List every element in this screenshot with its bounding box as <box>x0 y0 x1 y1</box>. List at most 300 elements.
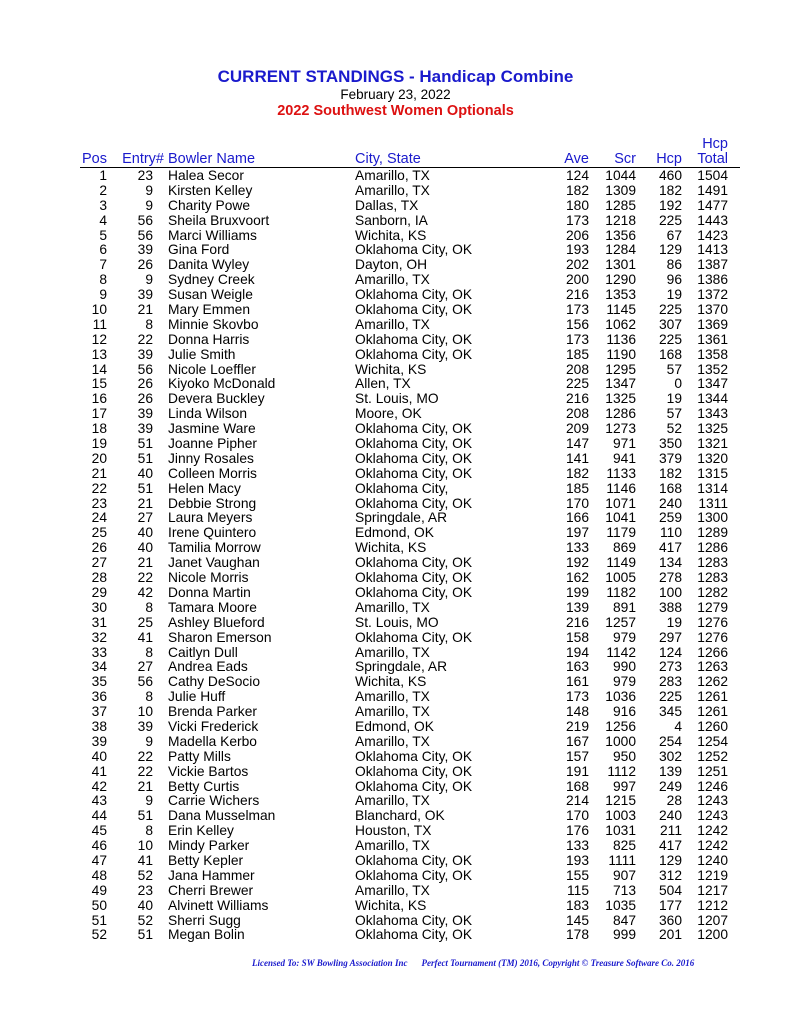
scratch-cell: 1000 <box>605 733 636 749</box>
table-row <box>0 735 791 750</box>
average-cell: 156 <box>565 316 589 332</box>
scratch-cell: 825 <box>612 838 636 854</box>
city-state-cell: Houston, TX <box>355 823 432 839</box>
table-row <box>0 884 791 899</box>
table-row <box>0 318 791 333</box>
table-row <box>0 437 791 452</box>
handicap-total-cell: 1242 <box>697 823 728 839</box>
bowler-name-cell: Sherri Sugg <box>168 912 241 928</box>
table-row <box>0 407 791 422</box>
entry-cell: 23 <box>137 882 153 898</box>
handicap-total-cell: 1217 <box>697 882 728 898</box>
handicap-total-cell: 1344 <box>697 391 728 407</box>
city-state-cell: St. Louis, MO <box>355 614 439 630</box>
bowler-name-cell: Sheila Bruxvoort <box>168 212 270 228</box>
pos-cell: 45 <box>91 823 107 839</box>
entry-cell: 52 <box>137 912 153 928</box>
handicap-cell: 177 <box>658 897 682 913</box>
bowler-name-cell: Helen Macy <box>168 480 241 496</box>
table-row <box>0 273 791 288</box>
handicap-cell: 278 <box>658 570 682 586</box>
average-cell: 208 <box>565 406 589 422</box>
average-cell: 141 <box>565 450 589 466</box>
city-state-cell: Amarillo, TX <box>355 599 430 615</box>
entry-cell: 41 <box>137 629 153 645</box>
entry-cell: 56 <box>137 361 153 377</box>
pos-cell: 23 <box>91 495 107 511</box>
entry-cell: 8 <box>145 316 153 332</box>
city-state-cell: Oklahoma City, OK <box>355 331 473 347</box>
pos-cell: 50 <box>91 897 107 913</box>
city-state-cell: Oklahoma City, OK <box>355 287 473 303</box>
scratch-cell: 1182 <box>606 584 636 600</box>
city-state-cell: Oklahoma City, OK <box>355 555 473 571</box>
handicap-total-cell: 1263 <box>697 659 728 675</box>
pos-cell: 34 <box>91 659 107 675</box>
city-state-cell: Springdale, AR <box>355 510 448 526</box>
table-row <box>0 616 791 631</box>
entry-cell: 51 <box>137 927 153 943</box>
handicap-cell: 225 <box>658 302 682 318</box>
entry-cell: 39 <box>137 287 153 303</box>
table-row <box>0 586 791 601</box>
table-row <box>0 765 791 780</box>
average-cell: 168 <box>565 778 589 794</box>
handicap-cell: 302 <box>658 748 682 764</box>
scratch-cell: 1003 <box>605 808 636 824</box>
handicap-total-cell: 1283 <box>697 570 728 586</box>
pos-cell: 7 <box>99 257 107 273</box>
bowler-name-cell: Donna Harris <box>168 331 250 347</box>
handicap-total-cell: 1283 <box>697 555 728 571</box>
entry-cell: 10 <box>137 704 153 720</box>
pos-cell: 26 <box>91 540 107 556</box>
handicap-cell: 297 <box>658 629 682 645</box>
pos-cell: 38 <box>91 718 107 734</box>
handicap-cell: 0 <box>674 376 682 392</box>
scratch-cell: 979 <box>612 674 636 690</box>
bowler-name-cell: Vicki Frederick <box>168 718 259 734</box>
entry-cell: 56 <box>137 674 153 690</box>
pos-cell: 21 <box>91 465 107 481</box>
handicap-cell: 57 <box>666 361 682 377</box>
average-cell: 209 <box>565 421 589 437</box>
scratch-cell: 1005 <box>605 570 636 586</box>
handicap-total-cell: 1347 <box>697 376 728 392</box>
handicap-total-cell: 1315 <box>697 465 728 481</box>
city-state-cell: Edmond, OK <box>355 718 434 734</box>
handicap-total-cell: 1370 <box>697 302 728 318</box>
table-row <box>0 288 791 303</box>
city-state-cell: Oklahoma City, OK <box>355 302 473 318</box>
bowler-name-cell: Nicole Morris <box>168 570 249 586</box>
table-row <box>0 214 791 229</box>
handicap-cell: 139 <box>658 763 682 779</box>
average-cell: 178 <box>565 927 589 943</box>
table-row <box>0 541 791 556</box>
city-state-cell: Oklahoma City, OK <box>355 629 473 645</box>
average-cell: 133 <box>565 838 589 854</box>
table-row <box>0 794 791 809</box>
average-cell: 173 <box>565 302 589 318</box>
handicap-total-cell: 1300 <box>697 510 728 526</box>
handicap-cell: 211 <box>660 823 682 839</box>
scratch-cell: 1036 <box>605 689 636 705</box>
handicap-total-cell: 1242 <box>697 838 728 854</box>
average-cell: 176 <box>565 823 589 839</box>
bowler-name-cell: Mindy Parker <box>168 838 250 854</box>
scratch-cell: 1145 <box>606 302 636 318</box>
handicap-total-cell: 1212 <box>697 897 728 913</box>
table-row <box>0 392 791 407</box>
entry-cell: 56 <box>137 227 153 243</box>
handicap-total-cell: 1282 <box>697 584 728 600</box>
average-cell: 173 <box>565 212 589 228</box>
scratch-cell: 1062 <box>605 316 636 332</box>
bowler-name-cell: Halea Secor <box>168 168 244 183</box>
scratch-cell: 891 <box>612 599 636 615</box>
city-state-cell: Oklahoma City, OK <box>355 346 473 362</box>
pos-cell: 16 <box>91 391 107 407</box>
column-header-total: Total <box>697 151 728 167</box>
table-row <box>0 720 791 735</box>
scratch-cell: 713 <box>612 882 636 898</box>
handicap-cell: 28 <box>666 793 682 809</box>
footer-license: Licensed To: SW Bowling Association Inc <box>252 958 408 968</box>
table-row <box>0 452 791 467</box>
handicap-total-cell: 1261 <box>697 689 728 705</box>
scratch-cell: 1031 <box>605 823 636 839</box>
pos-cell: 20 <box>91 450 107 466</box>
pos-cell: 2 <box>99 182 107 198</box>
average-cell: 216 <box>565 287 589 303</box>
handicap-cell: 388 <box>658 599 682 615</box>
pos-cell: 5 <box>99 227 107 243</box>
city-state-cell: Amarillo, TX <box>355 182 430 198</box>
city-state-cell: Oklahoma City, OK <box>355 584 473 600</box>
scratch-cell: 997 <box>612 778 636 794</box>
pos-cell: 51 <box>91 912 107 928</box>
city-state-cell: Dayton, OH <box>355 257 428 273</box>
bowler-name-cell: Susan Weigle <box>168 287 253 303</box>
bowler-name-cell: Betty Kepler <box>168 852 244 868</box>
average-cell: 170 <box>565 808 589 824</box>
city-state-cell: Amarillo, TX <box>355 704 430 720</box>
entry-cell: 21 <box>137 495 153 511</box>
bowler-name-cell: Charity Powe <box>168 197 251 213</box>
average-cell: 163 <box>565 659 589 675</box>
city-state-cell: Oklahoma City, OK <box>355 927 473 943</box>
entry-cell: 21 <box>137 778 153 794</box>
city-state-cell: Wichita, KS <box>355 897 427 913</box>
city-state-cell: Oklahoma City, OK <box>355 495 473 511</box>
bowler-name-cell: Vickie Bartos <box>168 763 249 779</box>
handicap-total-cell: 1276 <box>697 614 728 630</box>
table-row <box>0 601 791 616</box>
average-cell: 202 <box>565 257 589 273</box>
pos-cell: 3 <box>99 197 107 213</box>
city-state-cell: Wichita, KS <box>355 674 427 690</box>
entry-cell: 9 <box>145 733 153 749</box>
table-row <box>0 750 791 765</box>
table-row <box>0 854 791 869</box>
entry-cell: 9 <box>145 182 153 198</box>
handicap-total-cell: 1200 <box>697 927 728 943</box>
handicap-total-cell: 1254 <box>697 733 728 749</box>
handicap-total-cell: 1358 <box>697 346 728 362</box>
handicap-total-cell: 1325 <box>697 421 728 437</box>
table-row <box>0 348 791 363</box>
bowler-name-cell: Brenda Parker <box>168 704 257 720</box>
table-row <box>0 258 791 273</box>
table-row <box>0 482 791 497</box>
column-header-entry: Entry# <box>122 151 164 167</box>
city-state-cell: Amarillo, TX <box>355 838 430 854</box>
entry-cell: 27 <box>137 659 153 675</box>
entry-cell: 22 <box>137 748 153 764</box>
average-cell: 208 <box>565 361 589 377</box>
handicap-cell: 254 <box>658 733 682 749</box>
table-row <box>0 243 791 258</box>
average-cell: 182 <box>565 182 589 198</box>
city-state-cell: Wichita, KS <box>355 540 427 556</box>
handicap-cell: 168 <box>658 346 682 362</box>
scratch-cell: 1285 <box>605 197 636 213</box>
handicap-cell: 182 <box>658 182 682 198</box>
table-row <box>0 780 791 795</box>
scratch-cell: 1190 <box>606 346 636 362</box>
city-state-cell: Sanborn, IA <box>355 212 428 228</box>
scratch-cell: 1284 <box>605 242 636 258</box>
pos-cell: 11 <box>92 316 107 332</box>
city-state-cell: Oklahoma City, OK <box>355 867 473 883</box>
handicap-cell: 360 <box>658 912 682 928</box>
table-row <box>0 928 791 943</box>
scratch-cell: 907 <box>612 867 636 883</box>
scratch-cell: 1347 <box>605 376 636 392</box>
entry-cell: 23 <box>137 168 153 183</box>
entry-cell: 39 <box>137 346 153 362</box>
pos-cell: 46 <box>91 838 107 854</box>
pos-cell: 15 <box>91 376 107 392</box>
handicap-total-cell: 1252 <box>697 748 728 764</box>
entry-cell: 26 <box>137 391 153 407</box>
city-state-cell: Oklahoma City, OK <box>355 450 473 466</box>
entry-cell: 22 <box>137 331 153 347</box>
handicap-total-cell: 1243 <box>697 808 728 824</box>
average-cell: 183 <box>565 897 589 913</box>
average-cell: 133 <box>565 540 589 556</box>
scratch-cell: 1301 <box>605 257 636 273</box>
bowler-name-cell: Andrea Eads <box>168 659 248 675</box>
bowler-name-cell: Tamara Moore <box>168 599 257 615</box>
pos-cell: 4 <box>99 212 107 228</box>
report-date: February 23, 2022 <box>340 87 451 102</box>
bowler-name-cell: Danita Wyley <box>168 257 250 273</box>
average-cell: 185 <box>565 480 589 496</box>
bowler-name-cell: Caitlyn Dull <box>168 644 238 660</box>
handicap-total-cell: 1219 <box>697 867 728 883</box>
average-cell: 192 <box>565 555 589 571</box>
scratch-cell: 979 <box>612 629 636 645</box>
pos-cell: 42 <box>91 778 107 794</box>
handicap-cell: 273 <box>658 659 682 675</box>
entry-cell: 8 <box>145 689 153 705</box>
bowler-name-cell: Carrie Wichers <box>168 793 260 809</box>
entry-cell: 9 <box>145 272 153 288</box>
city-state-cell: Amarillo, TX <box>355 882 430 898</box>
entry-cell: 10 <box>137 838 153 854</box>
pos-cell: 30 <box>91 599 107 615</box>
scratch-cell: 971 <box>612 436 636 452</box>
handicap-total-cell: 1477 <box>697 197 728 213</box>
handicap-total-cell: 1352 <box>697 361 728 377</box>
scratch-cell: 990 <box>612 659 636 675</box>
bowler-name-cell: Cathy DeSocio <box>168 674 261 690</box>
entry-cell: 40 <box>137 465 153 481</box>
bowler-name-cell: Erin Kelley <box>168 823 234 839</box>
pos-cell: 10 <box>91 302 107 318</box>
table-row <box>0 631 791 646</box>
column-header-name: Bowler Name <box>168 151 256 167</box>
scratch-cell: 847 <box>612 912 636 928</box>
scratch-cell: 1179 <box>606 525 636 541</box>
handicap-total-cell: 1361 <box>697 331 728 347</box>
scratch-cell: 1136 <box>606 331 636 347</box>
handicap-total-cell: 1504 <box>697 168 728 183</box>
scratch-cell: 1353 <box>605 287 636 303</box>
footer <box>252 958 694 968</box>
average-cell: 193 <box>565 852 589 868</box>
table-row <box>0 914 791 929</box>
city-state-cell: St. Louis, MO <box>355 391 439 407</box>
average-cell: 219 <box>565 718 589 734</box>
page-title: CURRENT STANDINGS - Handicap Combine <box>217 67 574 86</box>
handicap-cell: 124 <box>658 644 682 660</box>
bowler-name-cell: Linda Wilson <box>168 406 247 422</box>
entry-cell: 52 <box>137 867 153 883</box>
pos-cell: 27 <box>91 555 107 571</box>
handicap-cell: 19 <box>666 391 682 407</box>
pos-cell: 12 <box>91 331 107 347</box>
pos-cell: 6 <box>99 242 107 258</box>
handicap-cell: 192 <box>658 197 682 213</box>
handicap-total-cell: 1251 <box>697 763 728 779</box>
average-cell: 147 <box>565 436 589 452</box>
bowler-name-cell: Minnie Skovbo <box>168 316 259 332</box>
scratch-cell: 1309 <box>605 182 636 198</box>
entry-cell: 22 <box>137 570 153 586</box>
handicap-cell: 259 <box>658 510 682 526</box>
handicap-cell: 96 <box>666 272 682 288</box>
average-cell: 194 <box>565 644 589 660</box>
city-state-cell: Oklahoma City, OK <box>355 465 473 481</box>
table-row <box>0 184 791 199</box>
bowler-name-cell: Donna Martin <box>168 584 251 600</box>
table-row <box>0 303 791 318</box>
event-name: 2022 Southwest Women Optionals <box>277 103 514 119</box>
bowler-name-cell: Gina Ford <box>168 242 230 258</box>
pos-cell: 9 <box>99 287 107 303</box>
pos-cell: 33 <box>91 644 107 660</box>
table-row <box>0 899 791 914</box>
handicap-cell: 240 <box>658 808 682 824</box>
average-cell: 185 <box>565 346 589 362</box>
bowler-name-cell: Colleen Morris <box>168 465 257 481</box>
scratch-cell: 1290 <box>605 272 636 288</box>
bowler-name-cell: Jinny Rosales <box>168 450 254 466</box>
scratch-cell: 1218 <box>605 212 636 228</box>
entry-cell: 27 <box>137 510 153 526</box>
table-row <box>0 675 791 690</box>
table-row <box>0 660 791 675</box>
entry-cell: 9 <box>145 197 153 213</box>
scratch-cell: 1041 <box>605 510 636 526</box>
city-state-cell: Wichita, KS <box>355 227 427 243</box>
table-row <box>0 497 791 512</box>
city-state-cell: Amarillo, TX <box>355 272 430 288</box>
bowler-name-cell: Kirsten Kelley <box>168 182 253 198</box>
handicap-total-cell: 1343 <box>697 406 728 422</box>
entry-cell: 51 <box>137 480 153 496</box>
handicap-cell: 168 <box>658 480 682 496</box>
scratch-cell: 1112 <box>607 763 636 779</box>
average-cell: 170 <box>565 495 589 511</box>
column-header-city: City, State <box>355 151 421 167</box>
pos-cell: 1 <box>99 168 107 183</box>
table-row <box>0 199 791 214</box>
average-cell: 200 <box>565 272 589 288</box>
column-header-ave: Ave <box>564 151 589 167</box>
pos-cell: 28 <box>91 570 107 586</box>
handicap-total-cell: 1423 <box>697 227 728 243</box>
pos-cell: 13 <box>91 346 107 362</box>
city-state-cell: Blanchard, OK <box>355 808 445 824</box>
entry-cell: 21 <box>137 302 153 318</box>
handicap-cell: 100 <box>658 584 682 600</box>
pos-cell: 17 <box>91 406 107 422</box>
handicap-cell: 129 <box>658 242 682 258</box>
entry-cell: 39 <box>137 242 153 258</box>
table-row <box>0 333 791 348</box>
bowler-name-cell: Alvinett Williams <box>168 897 269 913</box>
column-header-pos: Pos <box>82 151 107 167</box>
average-cell: 115 <box>567 882 589 898</box>
table-row <box>0 363 791 378</box>
city-state-cell: Amarillo, TX <box>355 689 430 705</box>
handicap-cell: 182 <box>658 465 682 481</box>
bowler-name-cell: Janet Vaughan <box>168 555 260 571</box>
average-cell: 193 <box>565 242 589 258</box>
pos-cell: 47 <box>91 852 107 868</box>
average-cell: 167 <box>565 733 589 749</box>
handicap-total-cell: 1321 <box>697 436 728 452</box>
handicap-total-cell: 1413 <box>697 242 728 258</box>
bowler-name-cell: Tamilia Morrow <box>168 540 261 556</box>
handicap-cell: 129 <box>658 852 682 868</box>
handicap-cell: 504 <box>658 882 682 898</box>
bowler-name-cell: Debbie Strong <box>168 495 257 511</box>
pos-cell: 36 <box>91 689 107 705</box>
bowler-name-cell: Dana Musselman <box>168 808 276 824</box>
bowler-name-cell: Laura Meyers <box>168 510 253 526</box>
handicap-cell: 225 <box>658 689 682 705</box>
pos-cell: 35 <box>91 674 107 690</box>
pos-cell: 19 <box>91 436 107 452</box>
entry-cell: 8 <box>145 644 153 660</box>
pos-cell: 44 <box>91 808 107 824</box>
city-state-cell: Amarillo, TX <box>355 793 430 809</box>
